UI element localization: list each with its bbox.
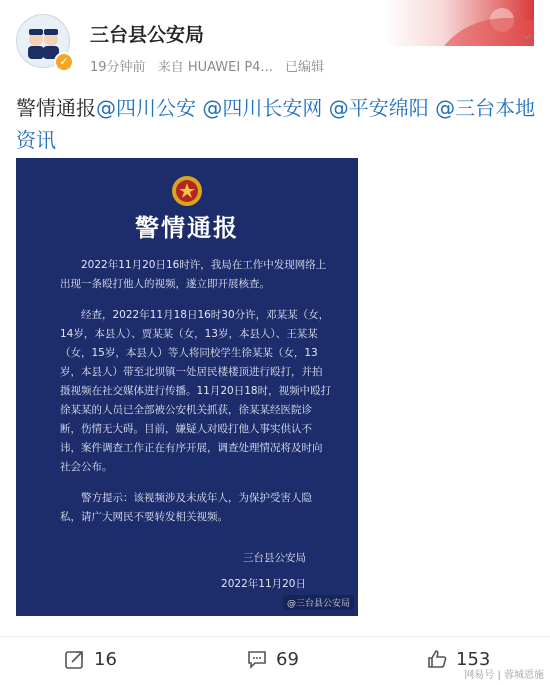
thumbs-up-icon: [426, 648, 448, 670]
mention-link[interactable]: @四川公安: [96, 96, 196, 120]
verified-badge-icon: ✓: [54, 52, 74, 72]
post-source: 来自 HUAWEI P4...: [157, 60, 273, 75]
weibo-watermark: @三台县公安局: [283, 595, 354, 610]
notice-date: 2022年11月20日: [221, 578, 306, 590]
repost-button[interactable]: [64, 647, 117, 671]
repost-count: 16: [94, 648, 117, 670]
decorative-banner: [384, 0, 534, 46]
notice-signature: 三台县公安局: [243, 552, 306, 564]
comment-count: 69: [276, 648, 299, 670]
post-meta: [90, 56, 332, 75]
notice-paragraph: 2022年11月20日16时许，我局在工作中发现网络上出现一条殴打他人的视频，遂立即开展核查。: [60, 259, 327, 290]
mention-link[interactable]: @四川长安网: [202, 96, 323, 120]
action-bar: [0, 636, 550, 685]
post-title: 警情通报: [16, 96, 96, 120]
post-time: 19分钟前: [90, 60, 146, 75]
post-header: [0, 0, 550, 84]
chevron-down-icon[interactable]: ⌄: [520, 24, 534, 43]
notice-paragraph: 警方提示：该视频涉及未成年人，为保护受害人隐私，请广大网民不要转发相关视频。: [60, 492, 312, 523]
flag-decoration-icon: [384, 0, 534, 46]
notice-paragraph: 经查，2022年11月18日16时30分许，邓某某（女，14岁，本县人）、贾某某（女，13岁，本县人）、王某某（女，15岁，本县人）等人将同校学生徐某某（女，13岁，本县人）带至北坝镇一处居民楼楼顶进行殴打，并拍摄视频在社交媒体进行传播。11月20日18时，视频中殴打徐某某的人员已全部被公安机关抓获，徐某某经医院诊断，伤情无大碍。目前，嫌疑人对殴打他人事实供认不讳，案件调查工作正在有序开展，调查处理情况将及时向社会公布。: [60, 309, 332, 473]
notice-body: [60, 256, 332, 539]
notice-title: 警情通报: [135, 214, 239, 242]
repost-icon: [64, 648, 86, 670]
police-emblem-icon: [170, 174, 204, 208]
comment-icon: [246, 648, 268, 670]
edited-label[interactable]: 已编辑: [284, 60, 324, 75]
like-count: 153: [456, 648, 491, 670]
post-text: [16, 92, 536, 156]
footer-watermark: 网易号 | 蓉城恩施: [464, 670, 544, 681]
mention-link[interactable]: @平安绵阳: [328, 96, 429, 120]
comment-button[interactable]: [246, 647, 299, 671]
mention-link[interactable]: @三台本地资讯: [16, 96, 536, 152]
author-name[interactable]: 三台县公安局: [90, 24, 205, 46]
notice-image[interactable]: [16, 158, 358, 616]
